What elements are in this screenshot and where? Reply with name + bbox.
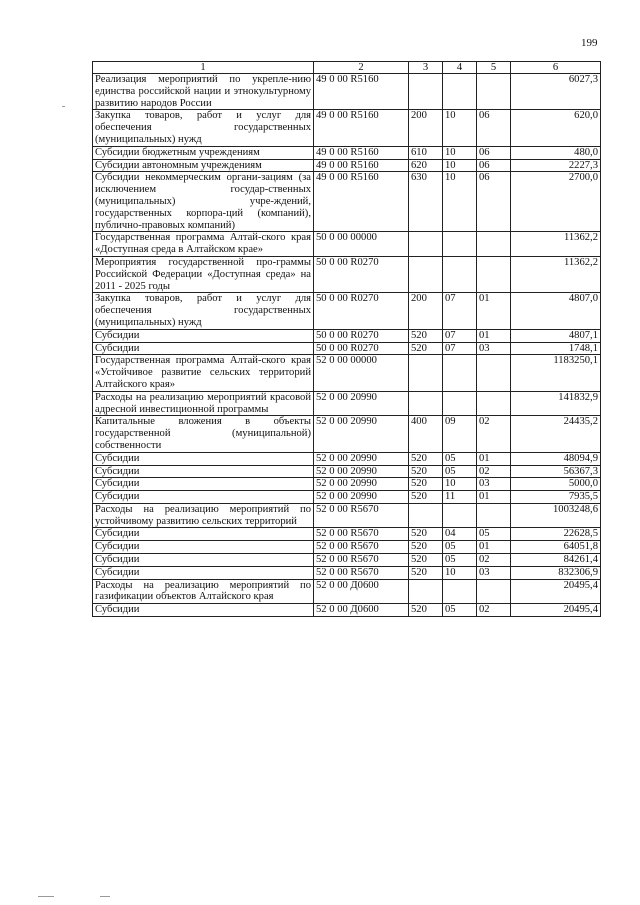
table-row (93, 503, 601, 528)
cell-subsection: 03 (477, 566, 511, 579)
cell-expense-type: 520 (409, 452, 443, 465)
cell-expense-type: 520 (409, 491, 443, 504)
cell-section: 10 (443, 146, 477, 159)
cell-expense-type: 520 (409, 465, 443, 478)
cell-subsection: 03 (477, 478, 511, 491)
cell-subsection: 02 (477, 604, 511, 617)
scan-artifact (62, 106, 65, 107)
cell-code: 52 0 00 R5670 (314, 554, 409, 567)
cell-expense-type: 520 (409, 554, 443, 567)
cell-expense-type: 200 (409, 110, 443, 146)
header-col-4: 4 (443, 62, 477, 74)
cell-section: 05 (443, 604, 477, 617)
cell-subsection: 01 (477, 452, 511, 465)
cell-name: Расходы на реализацию мероприятий красовой адресной инвестиционной программы (93, 391, 314, 416)
cell-amount: 48094,9 (511, 452, 601, 465)
cell-section: 05 (443, 465, 477, 478)
header-col-1: 1 (93, 62, 314, 74)
cell-expense-type: 630 (409, 172, 443, 232)
table-row (93, 74, 601, 110)
cell-subsection: 01 (477, 329, 511, 342)
cell-amount: 20495,4 (511, 579, 601, 604)
page-number: 199 (581, 37, 598, 49)
table-row (93, 554, 601, 567)
cell-subsection: 02 (477, 465, 511, 478)
cell-amount: 20495,4 (511, 604, 601, 617)
cell-amount: 2700,0 (511, 172, 601, 232)
cell-subsection (477, 74, 511, 110)
table-row (93, 566, 601, 579)
table-row (93, 465, 601, 478)
cell-section (443, 355, 477, 391)
table-row (93, 391, 601, 416)
cell-section: 10 (443, 566, 477, 579)
cell-name: Субсидии (93, 329, 314, 342)
cell-section (443, 74, 477, 110)
cell-code: 52 0 00 R5670 (314, 541, 409, 554)
cell-subsection: 01 (477, 491, 511, 504)
scan-artifact (100, 896, 110, 897)
cell-subsection: 06 (477, 172, 511, 232)
table-row (93, 416, 601, 452)
cell-section: 07 (443, 342, 477, 355)
cell-name: Расходы на реализацию мероприятий по устойчивому развитию сельских территорий (93, 503, 314, 528)
table-row (93, 146, 601, 159)
cell-amount: 11362,2 (511, 256, 601, 292)
table-row (93, 329, 601, 342)
cell-code: 52 0 00 20990 (314, 416, 409, 452)
cell-section: 11 (443, 491, 477, 504)
cell-code: 50 0 00 R0270 (314, 342, 409, 355)
cell-expense-type: 520 (409, 478, 443, 491)
cell-expense-type (409, 232, 443, 257)
cell-name: Субсидии (93, 554, 314, 567)
cell-subsection: 05 (477, 528, 511, 541)
cell-expense-type: 520 (409, 528, 443, 541)
cell-subsection: 06 (477, 146, 511, 159)
cell-name: Субсидии (93, 342, 314, 355)
cell-name: Субсидии (93, 566, 314, 579)
table-row (93, 342, 601, 355)
table-row (93, 478, 601, 491)
cell-name: Субсидии автономным учреждениям (93, 159, 314, 172)
cell-code: 52 0 00 R5670 (314, 503, 409, 528)
cell-code: 52 0 00 20990 (314, 391, 409, 416)
cell-amount: 5000,0 (511, 478, 601, 491)
cell-subsection (477, 232, 511, 257)
cell-code: 52 0 00 20990 (314, 491, 409, 504)
cell-code: 49 0 00 R5160 (314, 110, 409, 146)
cell-code: 49 0 00 R5160 (314, 172, 409, 232)
cell-subsection: 03 (477, 342, 511, 355)
cell-section: 04 (443, 528, 477, 541)
cell-amount: 7935,5 (511, 491, 601, 504)
table-row (93, 159, 601, 172)
cell-amount: 141832,9 (511, 391, 601, 416)
table-row (93, 491, 601, 504)
cell-expense-type: 620 (409, 159, 443, 172)
table-row (93, 110, 601, 146)
cell-section: 10 (443, 110, 477, 146)
table-row (93, 452, 601, 465)
cell-name: Субсидии (93, 604, 314, 617)
cell-section (443, 256, 477, 292)
cell-section: 09 (443, 416, 477, 452)
header-row (93, 62, 601, 74)
cell-section: 07 (443, 329, 477, 342)
cell-expense-type: 520 (409, 604, 443, 617)
cell-section: 10 (443, 172, 477, 232)
table-row (93, 355, 601, 391)
cell-expense-type: 520 (409, 566, 443, 579)
cell-amount: 84261,4 (511, 554, 601, 567)
cell-expense-type: 520 (409, 541, 443, 554)
cell-amount: 11362,2 (511, 232, 601, 257)
cell-subsection: 02 (477, 416, 511, 452)
header-col-6: 6 (511, 62, 601, 74)
cell-expense-type (409, 579, 443, 604)
cell-amount: 4807,0 (511, 293, 601, 329)
cell-code: 52 0 00 20990 (314, 452, 409, 465)
cell-code: 52 0 00 20990 (314, 478, 409, 491)
table-body (93, 74, 601, 617)
cell-code: 49 0 00 R5160 (314, 74, 409, 110)
cell-code: 50 0 00 R0270 (314, 256, 409, 292)
budget-table (92, 61, 601, 617)
cell-name: Капитальные вложения в объекты государственной (муниципальной) собственности (93, 416, 314, 452)
cell-subsection: 01 (477, 541, 511, 554)
cell-section (443, 579, 477, 604)
cell-amount: 22628,5 (511, 528, 601, 541)
cell-subsection: 06 (477, 159, 511, 172)
cell-subsection (477, 355, 511, 391)
cell-code: 52 0 00 R5670 (314, 528, 409, 541)
cell-amount: 56367,3 (511, 465, 601, 478)
cell-amount: 4807,1 (511, 329, 601, 342)
header-col-2: 2 (314, 62, 409, 74)
cell-code: 52 0 00 Д0600 (314, 579, 409, 604)
table-row (93, 256, 601, 292)
cell-code: 50 0 00 R0270 (314, 329, 409, 342)
cell-name: Субсидии (93, 541, 314, 554)
cell-name: Субсидии (93, 452, 314, 465)
cell-expense-type: 520 (409, 329, 443, 342)
cell-section (443, 232, 477, 257)
cell-section: 05 (443, 541, 477, 554)
cell-code: 49 0 00 R5160 (314, 146, 409, 159)
cell-amount: 2227,3 (511, 159, 601, 172)
cell-name: Закупка товаров, работ и услуг для обеспечения государственных (муниципальных) нужд (93, 110, 314, 146)
cell-expense-type (409, 74, 443, 110)
cell-subsection (477, 256, 511, 292)
cell-section: 05 (443, 452, 477, 465)
cell-section: 10 (443, 478, 477, 491)
cell-name: Субсидии (93, 491, 314, 504)
cell-subsection: 02 (477, 554, 511, 567)
table-row (93, 293, 601, 329)
cell-amount: 1183250,1 (511, 355, 601, 391)
table-row (93, 604, 601, 617)
cell-expense-type (409, 355, 443, 391)
table-row (93, 579, 601, 604)
cell-name: Государственная программа Алтай-ского края «Устойчивое развитие сельских территорий Алтайского края» (93, 355, 314, 391)
cell-section (443, 503, 477, 528)
cell-subsection (477, 579, 511, 604)
cell-amount: 620,0 (511, 110, 601, 146)
cell-name: Реализация мероприятий по укрепле-нию единства российской нации и этнокультурному развитию народов России (93, 74, 314, 110)
cell-section: 05 (443, 554, 477, 567)
cell-code: 50 0 00 R0270 (314, 293, 409, 329)
cell-subsection (477, 503, 511, 528)
cell-expense-type: 610 (409, 146, 443, 159)
table-row (93, 172, 601, 232)
cell-expense-type: 400 (409, 416, 443, 452)
cell-amount: 480,0 (511, 146, 601, 159)
cell-amount: 24435,2 (511, 416, 601, 452)
cell-name: Мероприятия государственной про-граммы Российской Федерации «Доступная среда» на 2011 - 2025 годы (93, 256, 314, 292)
cell-expense-type (409, 256, 443, 292)
cell-code: 50 0 00 00000 (314, 232, 409, 257)
cell-name: Закупка товаров, работ и услуг для обеспечения государственных (муниципальных) нужд (93, 293, 314, 329)
header-col-3: 3 (409, 62, 443, 74)
cell-name: Субсидии (93, 465, 314, 478)
cell-code: 52 0 00 R5670 (314, 566, 409, 579)
cell-code: 52 0 00 Д0600 (314, 604, 409, 617)
cell-subsection: 01 (477, 293, 511, 329)
cell-amount: 6027,3 (511, 74, 601, 110)
cell-expense-type: 520 (409, 342, 443, 355)
cell-code: 52 0 00 20990 (314, 465, 409, 478)
cell-name: Расходы на реализацию мероприятий по газификации объектов Алтайского края (93, 579, 314, 604)
cell-expense-type: 200 (409, 293, 443, 329)
cell-section (443, 391, 477, 416)
cell-section: 10 (443, 159, 477, 172)
cell-section: 07 (443, 293, 477, 329)
table-row (93, 528, 601, 541)
cell-code: 52 0 00 00000 (314, 355, 409, 391)
cell-name: Субсидии некоммерческим органи-зациям (за исключением государ-ственных (муниципальных) учре-ждений, государственных корпора-ций (компаний), публично-правовых компаний) (93, 172, 314, 232)
cell-amount: 1748,1 (511, 342, 601, 355)
table-row (93, 541, 601, 554)
cell-subsection (477, 391, 511, 416)
cell-expense-type (409, 391, 443, 416)
cell-name: Субсидии бюджетным учреждениям (93, 146, 314, 159)
header-col-5: 5 (477, 62, 511, 74)
cell-name: Субсидии (93, 478, 314, 491)
scan-artifact (38, 896, 54, 897)
cell-amount: 64051,8 (511, 541, 601, 554)
cell-amount: 832306,9 (511, 566, 601, 579)
cell-code: 49 0 00 R5160 (314, 159, 409, 172)
table-row (93, 232, 601, 257)
cell-name: Субсидии (93, 528, 314, 541)
cell-subsection: 06 (477, 110, 511, 146)
cell-amount: 1003248,6 (511, 503, 601, 528)
cell-name: Государственная программа Алтай-ского края «Доступная среда в Алтайском крае» (93, 232, 314, 257)
cell-expense-type (409, 503, 443, 528)
